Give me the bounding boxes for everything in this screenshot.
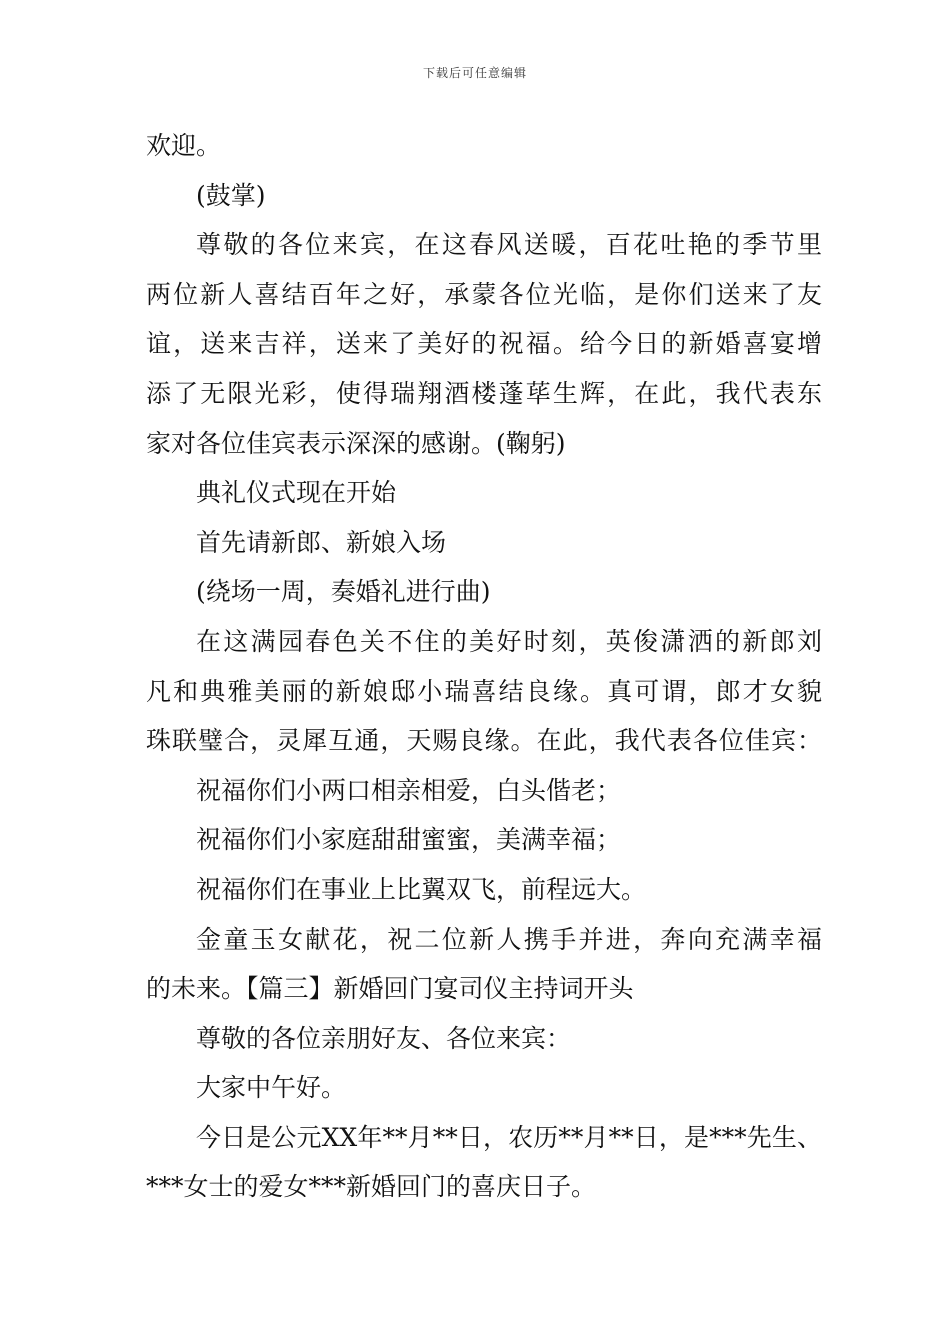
paragraph-line: 凡和典雅美丽的新娘邸小瑞喜结良缘。真可谓，郎才女貌 <box>146 676 822 706</box>
paragraph-line: (绕场一周，奏婚礼进行曲) <box>196 577 491 607</box>
paragraph-line: 珠联璧合，灵犀互通，天赐良缘。在此，我代表各位佳宾： <box>146 726 822 756</box>
paragraph-line: 谊，送来吉祥，送来了美好的祝福。给今日的新婚喜宴增 <box>146 329 822 359</box>
paragraph-line: 在这满园春色关不住的美好时刻，英俊潇洒的新郎刘 <box>196 626 822 656</box>
paragraph-line: 祝福你们在事业上比翼双飞，前程远大。 <box>196 874 647 904</box>
paragraph-line: 两位新人喜结百年之好，承蒙各位光临，是你们送来了友 <box>146 279 822 309</box>
paragraph-line: ***女士的爱女***新婚回门的喜庆日子。 <box>146 1172 597 1202</box>
paragraph-line: 尊敬的各位来宾，在这春风送暖，百花吐艳的季节里 <box>196 230 822 260</box>
page-header-note: 下载后可任意编辑 <box>422 66 527 80</box>
paragraph-line: 今日是公元XX年**月**日，农历**月**日，是***先生、 <box>196 1122 822 1152</box>
paragraph-line: (鼓掌) <box>196 180 266 210</box>
paragraph-line: 尊敬的各位亲朋好友、各位来宾： <box>196 1023 572 1053</box>
paragraph-line: 祝福你们小两口相亲相爱，白头偕老； <box>196 775 622 805</box>
document-body <box>146 121 822 1212</box>
paragraph-line: 金童玉女献花，祝二位新人携手并进，奔向充满幸福 <box>196 924 822 954</box>
paragraph-line: 典礼仪式现在开始 <box>196 478 397 508</box>
paragraph-line: 祝福你们小家庭甜甜蜜蜜，美满幸福； <box>196 825 622 855</box>
paragraph-line: 家对各位佳宾表示深深的感谢。(鞠躬) <box>146 428 566 458</box>
paragraph-line: 首先请新郎、新娘入场 <box>196 527 447 557</box>
paragraph-line: 添了无限光彩，使得瑞翔酒楼蓬荜生辉，在此，我代表东 <box>146 378 822 408</box>
paragraph-line: 欢迎。 <box>146 131 222 160</box>
paragraph-line: 的未来。【篇三】新婚回门宴司仪主持词开头 <box>146 974 634 1004</box>
paragraph-line: 大家中午好。 <box>196 1073 347 1103</box>
